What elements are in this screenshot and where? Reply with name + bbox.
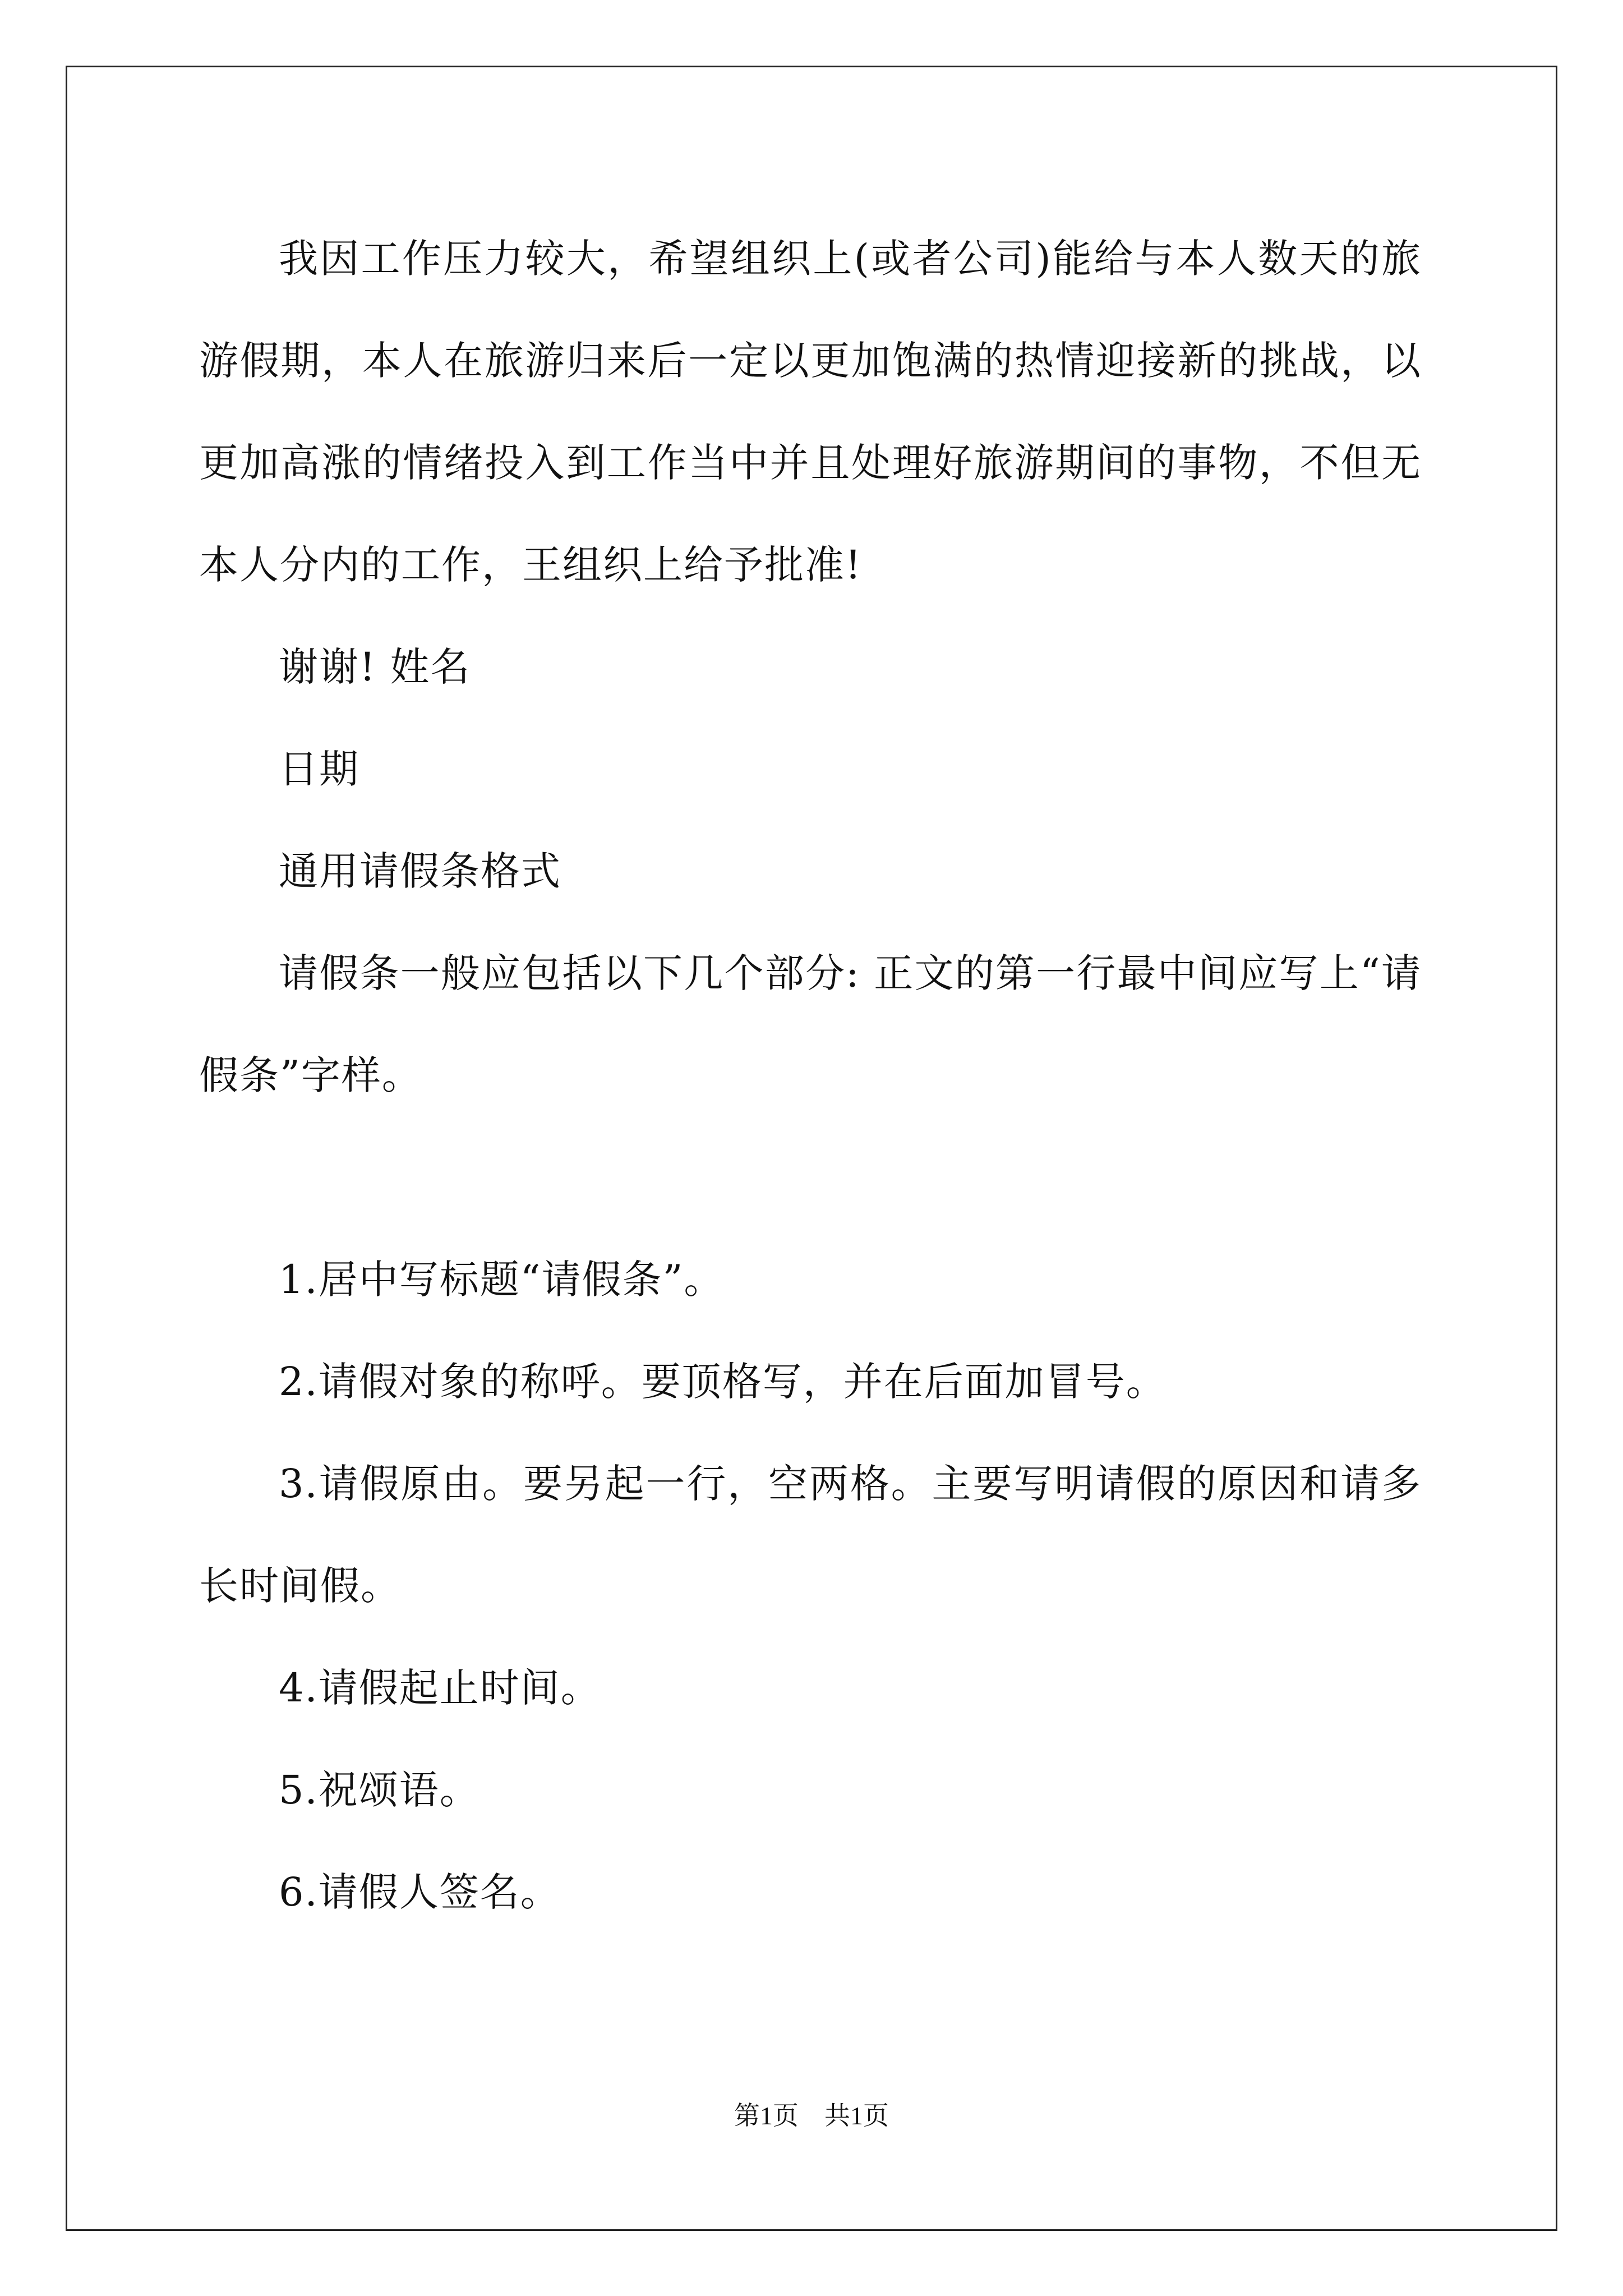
list-item-1: 1.居中写标题“请假条”。 — [279, 1257, 725, 1303]
list-item-2: 2.请假对象的称呼。要顶格写，并在后面加冒号。 — [279, 1359, 1166, 1405]
list-item-3: 3.请假原由。要另起一行，空两格。主要写明请假的原因和请多长时间假。 — [199, 1461, 1422, 1609]
list-item-4: 4.请假起止时间。 — [279, 1665, 601, 1711]
document-body — [199, 208, 1422, 1943]
section-heading: 通用请假条格式 — [279, 848, 561, 894]
list-item-5: 5.祝颂语。 — [279, 1767, 480, 1813]
paragraph-format-intro: 请假条一般应包括以下几个部分: 正文的第一行最中间应写上“请假条”字样。 — [199, 950, 1422, 1098]
page-footer: 第1页 共1页 — [734, 2101, 889, 2130]
paragraph-date: 日期 — [279, 746, 359, 792]
paragraph-thanks-name: 谢谢! 姓名 — [279, 644, 471, 690]
paragraph-travel-leave-request: 我因工作压力较大，希望组织上(或者公司)能给与本人数天的旅游假期，本人在旅游归来后一定以更加饱满的热情迎接新的挑战，以更加高涨的情绪投入到工作当中并且处理好旅游期间的事物，不但无本人分内的工作，王组织上给予批准! — [199, 236, 1422, 588]
list-item-6: 6.请假人签名。 — [279, 1869, 561, 1915]
blank-line — [199, 1126, 1422, 1228]
